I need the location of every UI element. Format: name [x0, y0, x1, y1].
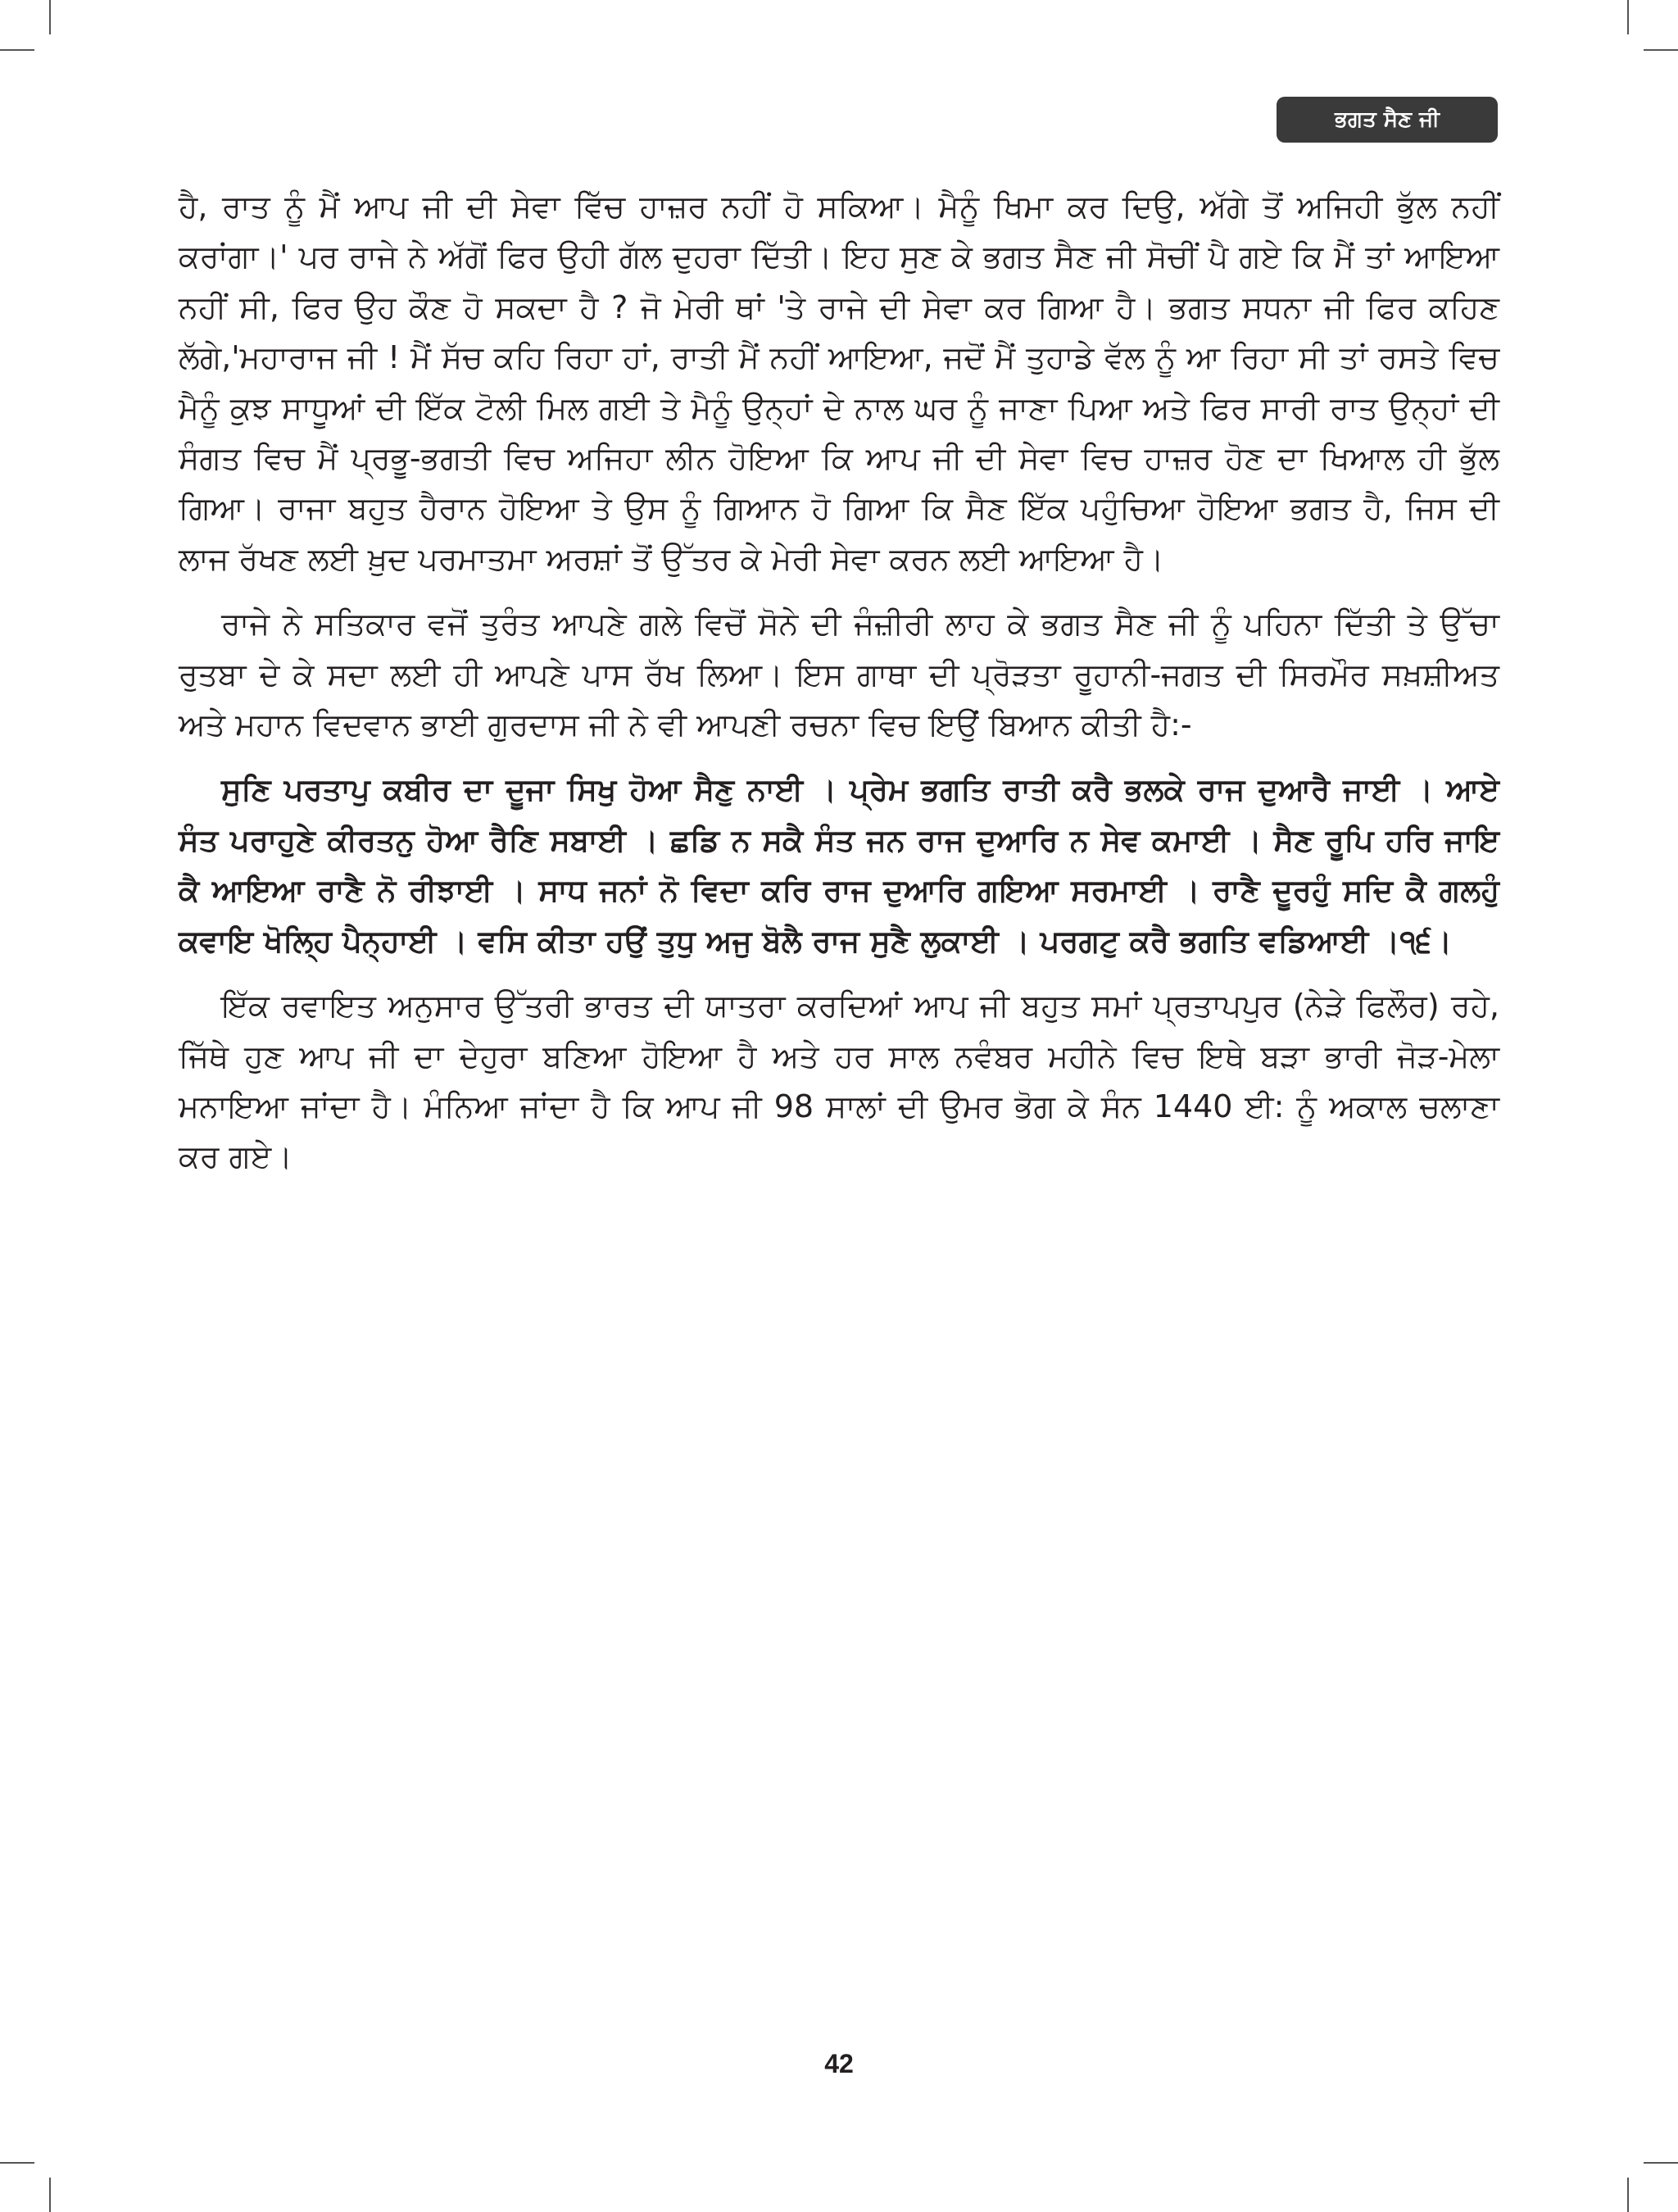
body-paragraph: ਇੱਕ ਰਵਾਇਤ ਅਨੁਸਾਰ ਉੱਤਰੀ ਭਾਰਤ ਦੀ ਯਾਤਰਾ ਕਰਦਿਆਂ ਆਪ ਜੀ ਬਹੁਤ ਸਮਾਂ ਪ੍ਰਤਾਪਪੁਰ (ਨੇੜੇ ਫਿਲੌਰ) ਰਹੇ, ਜਿੱਥੇ ਹੁਣ ਆਪ ਜੀ ਦਾ ਦੇਹੁਰਾ ਬਣਿਆ ਹੋਇਆ ਹੈ ਅਤੇ ਹਰ ਸਾਲ ਨਵੰਬਰ ਮਹੀਨੇ ਵਿਚ ਇਥੇ ਬੜਾ ਭਾਰੀ ਜੋੜ-ਮੇਲਾ ਮਨਾਇਆ ਜਾਂਦਾ ਹੈ। ਮੰਨਿਆ ਜਾਂਦਾ ਹੈ ਕਿ ਆਪ ਜੀ 98 ਸਾਲਾਂ ਦੀ ਉਮਰ ਭੋਗ ਕੇ ਸੰਨ 1440 ਈ: ਨੂੰ ਅਕਾਲ ਚਲਾਣਾ ਕਰ ਗਏ।: [179, 988, 1499, 1175]
crop-mark-bottom-left-vertical: [49, 2178, 51, 2212]
crop-mark-bottom-right-vertical: [1627, 2178, 1629, 2212]
crop-mark-top-left-horizontal: [0, 49, 34, 51]
running-header-badge: ਭਗਤ ਸੈਣ ਜੀ: [1277, 97, 1498, 143]
crop-mark-top-left-vertical: [49, 0, 51, 34]
crop-mark-bottom-right-horizontal: [1644, 2162, 1678, 2164]
body-paragraph: ਰਾਜੇ ਨੇ ਸਤਿਕਾਰ ਵਜੋਂ ਤੁਰੰਤ ਆਪਣੇ ਗਲੇ ਵਿਚੋਂ ਸੋਨੇ ਦੀ ਜੰਜ਼ੀਰੀ ਲਾਹ ਕੇ ਭਗਤ ਸੈਣ ਜੀ ਨੂੰ ਪਹਿਨਾ ਦਿੱਤੀ ਤੇ ਉੱਚਾ ਰੁਤਬਾ ਦੇ ਕੇ ਸਦਾ ਲਈ ਹੀ ਆਪਣੇ ਪਾਸ ਰੱਖ ਲਿਆ। ਇਸ ਗਾਥਾ ਦੀ ਪ੍ਰੋੜਤਾ ਰੂਹਾਨੀ-ਜਗਤ ਦੀ ਸਿਰਮੌਰ ਸਖ਼ਸ਼ੀਅਤ ਅਤੇ ਮਹਾਨ ਵਿਦਵਾਨ ਭਾਈ ਗੁਰਦਾਸ ਜੀ ਨੇ ਵੀ ਆਪਣੀ ਰਚਨਾ ਵਿਚ ਇਉਂ ਬਿਆਨ ਕੀਤੀ ਹੈ:-: [179, 606, 1499, 743]
page-number: 42: [824, 2049, 854, 2078]
page-body: [179, 182, 1499, 1183]
body-paragraph: ਹੈ, ਰਾਤ ਨੂੰ ਮੈਂ ਆਪ ਜੀ ਦੀ ਸੇਵਾ ਵਿੱਚ ਹਾਜ਼ਰ ਨਹੀਂ ਹੋ ਸਕਿਆ। ਮੈਨੂੰ ਖਿਮਾ ਕਰ ਦਿਉ, ਅੱਗੇ ਤੋਂ ਅਜਿਹੀ ਭੁੱਲ ਨਹੀਂ ਕਰਾਂਗਾ।' ਪਰ ਰਾਜੇ ਨੇ ਅੱਗੋਂ ਫਿਰ ਉਹੀ ਗੱਲ ਦੁਹਰਾ ਦਿੱਤੀ। ਇਹ ਸੁਣ ਕੇ ਭਗਤ ਸੈਣ ਜੀ ਸੋਚੀਂ ਪੈ ਗਏ ਕਿ ਮੈਂ ਤਾਂ ਆਇਆ ਨਹੀਂ ਸੀ, ਫਿਰ ਉਹ ਕੌਣ ਹੋ ਸਕਦਾ ਹੈ ? ਜੋ ਮੇਰੀ ਥਾਂ 'ਤੇ ਰਾਜੇ ਦੀ ਸੇਵਾ ਕਰ ਗਿਆ ਹੈ। ਭਗਤ ਸਧਨਾ ਜੀ ਫਿਰ ਕਹਿਣ ਲੱਗੇ,'ਮਹਾਰਾਜ ਜੀ ! ਮੈਂ ਸੱਚ ਕਹਿ ਰਿਹਾ ਹਾਂ, ਰਾਤੀ ਮੈਂ ਨਹੀਂ ਆਇਆ, ਜਦੋਂ ਮੈਂ ਤੁਹਾਡੇ ਵੱਲ ਨੂੰ ਆ ਰਿਹਾ ਸੀ ਤਾਂ ਰਸਤੇ ਵਿਚ ਮੈਨੂੰ ਕੁਝ ਸਾਧੂਆਂ ਦੀ ਇੱਕ ਟੋਲੀ ਮਿਲ ਗਈ ਤੇ ਮੈਨੂੰ ਉਨ੍ਹਾਂ ਦੇ ਨਾਲ ਘਰ ਨੂੰ ਜਾਣਾ ਪਿਆ ਅਤੇ ਫਿਰ ਸਾਰੀ ਰਾਤ ਉਨ੍ਹਾਂ ਦੀ ਸੰਗਤ ਵਿਚ ਮੈਂ ਪ੍ਰਭੂ-ਭਗਤੀ ਵਿਚ ਅਜਿਹਾ ਲੀਨ ਹੋਇਆ ਕਿ ਆਪ ਜੀ ਦੀ ਸੇਵਾ ਵਿਚ ਹਾਜ਼ਰ ਹੋਣ ਦਾ ਖਿਆਲ ਹੀ ਭੁੱਲ ਗਿਆ। ਰਾਜਾ ਬਹੁਤ ਹੈਰਾਨ ਹੋਇਆ ਤੇ ਉਸ ਨੂੰ ਗਿਆਨ ਹੋ ਗਿਆ ਕਿ ਸੈਣ ਇੱਕ ਪਹੁੰਚਿਆ ਹੋਇਆ ਭਗਤ ਹੈ, ਜਿਸ ਦੀ ਲਾਜ ਰੱਖਣ ਲਈ ਖ਼ੁਦ ਪਰਮਾਤਮਾ ਅਰਸ਼ਾਂ ਤੋਂ ਉੱਤਰ ਕੇ ਮੇਰੀ ਸੇਵਾ ਕਰਨ ਲਈ ਆਇਆ ਹੈ।: [179, 188, 1499, 577]
quoted-verse: ਸੁਣਿ ਪਰਤਾਪੁ ਕਬੀਰ ਦਾ ਦੂਜਾ ਸਿਖੁ ਹੋਆ ਸੈਣੁ ਨਾਈ । ਪ੍ਰੇਮ ਭਗਤਿ ਰਾਤੀ ਕਰੈ ਭਲਕੇ ਰਾਜ ਦੁਆਰੈ ਜਾਈ । ਆਏ ਸੰਤ ਪਰਾਹੁਣੇ ਕੀਰਤਨੁ ਹੋਆ ਰੈਣਿ ਸਬਾਈ । ਛਡਿ ਨ ਸਕੈ ਸੰਤ ਜਨ ਰਾਜ ਦੁਆਰਿ ਨ ਸੇਵ ਕਮਾਈ । ਸੈਣ ਰੂਪਿ ਹਰਿ ਜਾਇ ਕੈ ਆਇਆ ਰਾਣੈ ਨੋ ਰੀਝਾਈ । ਸਾਧ ਜਨਾਂ ਨੋ ਵਿਦਾ ਕਰਿ ਰਾਜ ਦੁਆਰਿ ਗਇਆ ਸਰਮਾਈ । ਰਾਣੈ ਦੂਰਹੁੰ ਸਦਿ ਕੈ ਗਲਹੁੰ ਕਵਾਇ ਖੋਲ੍ਹਿ ਪੈਨ੍ਹਾਈ । ਵਸਿ ਕੀਤਾ ਹਉਂ ਤੁਧੁ ਅਜੁ ਬੋਲੈ ਰਾਜ ਸੁਣੈ ਲੁਕਾਈ । ਪਰਗਟੁ ਕਰੈ ਭਗਤਿ ਵਡਿਆਈ ।੧੬।: [179, 772, 1499, 959]
crop-mark-top-right-vertical: [1627, 0, 1629, 34]
crop-mark-top-right-horizontal: [1644, 49, 1678, 51]
crop-mark-bottom-left-horizontal: [0, 2162, 34, 2164]
